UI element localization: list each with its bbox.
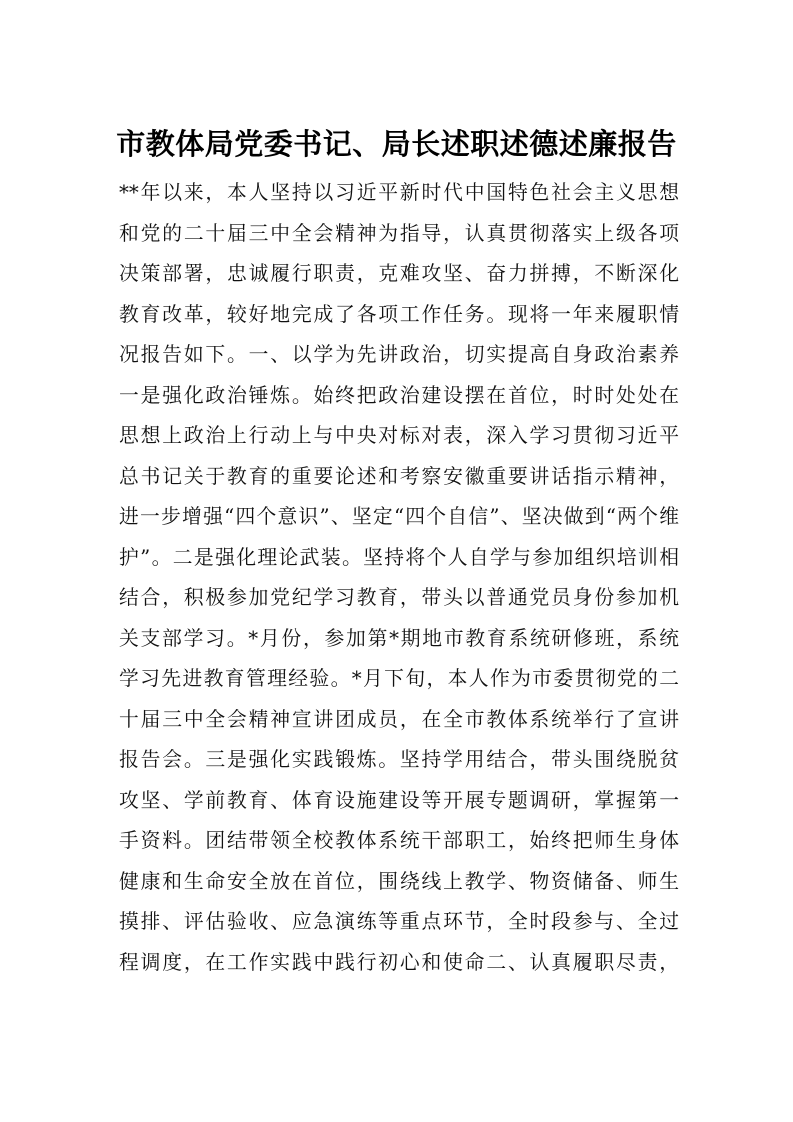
body-line: 护”。二是强化理论武装。坚持将个人自学与参加组织培训相 bbox=[119, 545, 679, 569]
body-line: 程调度，在工作实践中践行初心和使命二、认真履职尽责， bbox=[119, 950, 679, 974]
body-line: 关支部学习。*月份，参加第*期地市教育系统研修班，系统 bbox=[119, 626, 679, 650]
page-title: 市教体局党委书记、局长述职述德述廉报告 bbox=[116, 127, 677, 161]
body-line: 决策部署，忠诚履行职责，克难攻坚、奋力拼搏，不断深化 bbox=[119, 262, 679, 285]
body-line: 一是强化政治锤炼。始终把政治建设摆在首位，时时处处在 bbox=[119, 383, 679, 407]
body-line: 报告会。三是强化实践锻炼。坚持学用结合，带头围绕脱贫 bbox=[119, 748, 679, 771]
body-text bbox=[119, 173, 679, 983]
body-line: 摸排、评估验收、应急演练等重点环节，全时段参与、全过 bbox=[119, 910, 679, 933]
body-line: **年以来，本人坚持以习近平新时代中国特色社会主义思想 bbox=[119, 181, 679, 204]
body-line: 结合，积极参加党纪学习教育，带头以普通党员身份参加机 bbox=[119, 586, 679, 609]
body-line: 进一步增强“四个意识”、坚定“四个自信”、坚决做到“两个维 bbox=[119, 505, 679, 528]
body-line: 教育改革，较好地完成了各项工作任务。现将一年来履职情 bbox=[119, 302, 679, 326]
body-line: 十届三中全会精神宣讲团成员，在全市教体系统举行了宣讲 bbox=[119, 707, 679, 731]
body-line: 思想上政治上行动上与中央对标对表，深入学习贯彻习近平 bbox=[119, 424, 679, 447]
body-line: 和党的二十届三中全会精神为指导，认真贯彻落实上级各项 bbox=[119, 221, 679, 245]
body-line: 手资料。团结带领全校教体系统干部职工，始终把师生身体 bbox=[119, 829, 679, 852]
body-line: 况报告如下。一、以学为先讲政治，切实提高自身政治素养 bbox=[119, 343, 679, 366]
body-line: 学习先进教育管理经验。*月下旬，本人作为市委贯彻党的二 bbox=[119, 667, 679, 690]
body-line: 攻坚、学前教育、体育设施建设等开展专题调研，掌握第一 bbox=[119, 788, 679, 812]
body-line: 总书记关于教育的重要论述和考察安徽重要讲话指示精神， bbox=[119, 464, 679, 488]
body-line: 健康和生命安全放在首位，围绕线上教学、物资储备、师生 bbox=[119, 869, 679, 893]
